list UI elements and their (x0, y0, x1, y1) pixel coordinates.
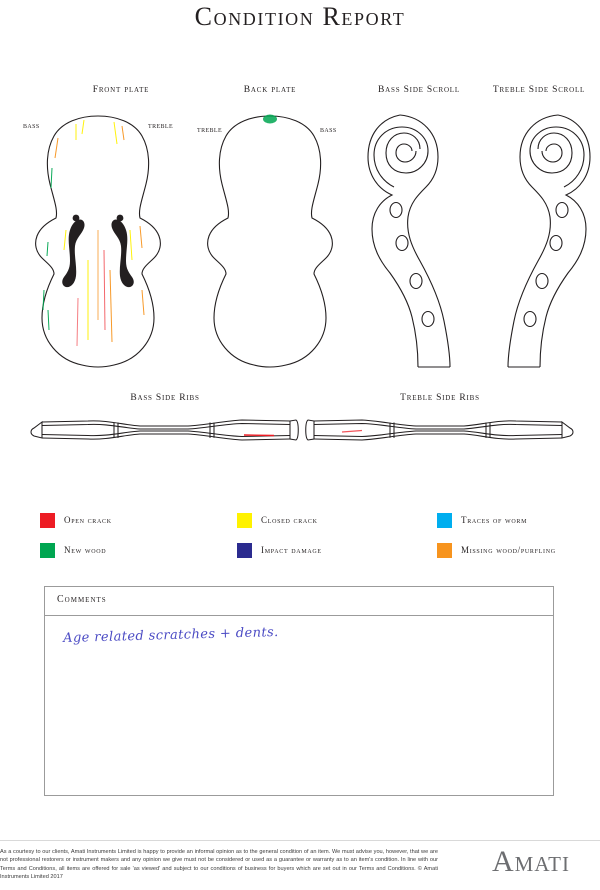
page-title: Condition Report (194, 2, 406, 31)
footer-divider (0, 840, 600, 841)
legend-item-new-wood (40, 543, 237, 558)
caption-front-plate: Front plate (92, 85, 150, 95)
caption-back-plate: Back plate (243, 85, 297, 95)
color-swatch-impact-damage (237, 543, 252, 558)
caption-bass-side-scroll: Bass Side Scroll (378, 85, 460, 95)
caption-treble-side-ribs: Treble Side Ribs (400, 393, 480, 403)
color-swatch-open-crack (40, 513, 55, 528)
label-back-treble: TREBLE (197, 128, 223, 134)
caption-treble-side-scroll: Treble Side Scroll (492, 85, 586, 95)
bass-side-scroll-diagram (360, 105, 478, 380)
color-swatch-missing-wood-purfling (437, 543, 452, 558)
label-front-bass: BASS (23, 124, 40, 130)
legend (40, 505, 570, 565)
label-back-bass: BASS (320, 128, 337, 134)
legend-label-closed-crack: Closed crack (261, 515, 318, 525)
color-swatch-closed-crack (237, 513, 252, 528)
footer-disclaimer: As a courtesy to our clients, Amati Instruments Limited is happy to provide an informal opinion as to the general condition of an item. We must advise you, however, that we are not professional restorers or instrument makers and any opinion we give must not be considered or used as a guarantee or warranty as to an item's condition. In line with our Terms and Conditions, all items are offered for sale 'as viewed' and subject to our conditions of business for buyers which are set out in our Terms and Conditions. © Amati Instruments Limited 2017 (0, 849, 438, 881)
back-plate-new-wood-marking (263, 115, 277, 124)
legend-label-missing-wood-purfling: Missing wood/purfling (461, 545, 556, 555)
brand-logo: Amati (492, 845, 570, 878)
bass-side-ribs-diagram (28, 408, 300, 459)
legend-label-impact-damage: Impact damage (261, 545, 322, 555)
comments-value[interactable]: Age related scratches + dents. (63, 624, 279, 646)
legend-label-open-crack: Open crack (64, 515, 112, 525)
color-swatch-new-wood (40, 543, 55, 558)
legend-label-new-wood: New wood (64, 545, 107, 555)
bass-rib-open-crack-marking (244, 435, 274, 436)
legend-label-traces-of-worm: Traces of worm (461, 515, 528, 525)
caption-bass-side-ribs: Bass Side Ribs (130, 393, 200, 403)
legend-item-traces-of-worm (437, 513, 570, 528)
comments-heading: Comments (57, 594, 107, 605)
back-plate-diagram (190, 110, 350, 375)
treble-side-scroll-diagram (480, 105, 598, 380)
label-front-treble: TREBLE (148, 124, 174, 130)
legend-item-missing-wood-purfling (437, 543, 570, 558)
legend-item-impact-damage (237, 543, 437, 558)
legend-item-open-crack (40, 513, 237, 528)
treble-rib-open-crack-marking (342, 431, 362, 433)
front-plate-diagram (18, 110, 178, 375)
comments-box[interactable] (44, 586, 554, 796)
color-swatch-traces-of-worm (437, 513, 452, 528)
treble-side-ribs-diagram (304, 408, 576, 459)
comments-divider (45, 615, 553, 616)
legend-item-closed-crack (237, 513, 437, 528)
